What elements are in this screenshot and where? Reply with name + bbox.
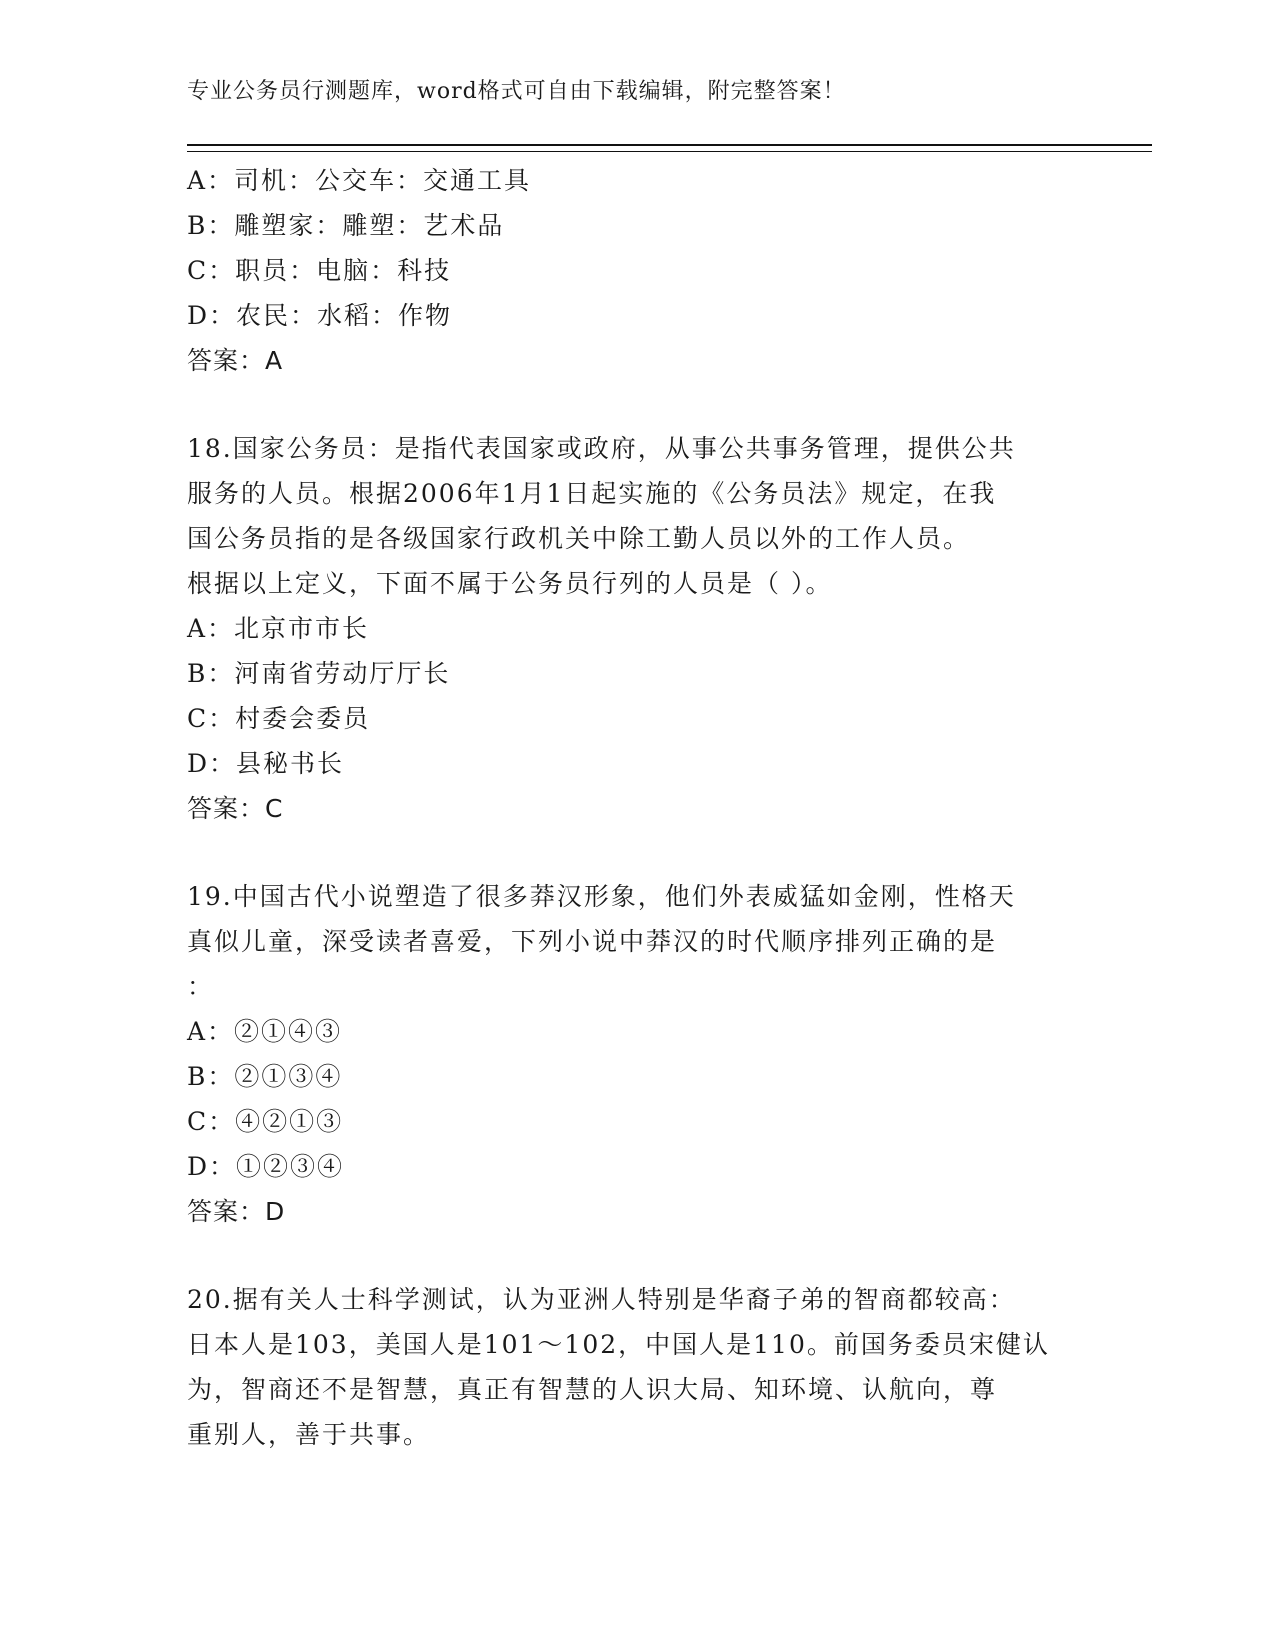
question-text-line: 19.中国古代小说塑造了很多莽汉形象，他们外表威猛如金刚，性格天	[187, 882, 1016, 911]
option-d: D：县秘书长	[187, 749, 345, 778]
option-c: C：④②①③	[187, 1107, 344, 1136]
header-divider	[187, 144, 1152, 152]
question-19	[187, 874, 1087, 1234]
question-text-line: 根据以上定义，下面不属于公务员行列的人员是（ ）。	[187, 569, 833, 598]
option-c: C：村委会委员	[187, 704, 371, 733]
option-b: B：雕塑家：雕塑：艺术品	[187, 211, 505, 240]
prev-question-options	[187, 158, 1087, 383]
question-text-line: 18.国家公务员：是指代表国家或政府，从事公共事务管理，提供公共	[187, 434, 1016, 463]
question-text-line: ：	[187, 972, 215, 1001]
option-d: D：农民：水稻：作物	[187, 301, 453, 330]
question-text-line: 日本人是103，美国人是101～102，中国人是110。前国务委员宋健认	[187, 1330, 1050, 1359]
question-18	[187, 426, 1087, 831]
option-a: A：②①④③	[187, 1017, 343, 1046]
question-text-line: 重别人，善于共事。	[187, 1420, 431, 1449]
question-text-line: 真似儿童，深受读者喜爱，下列小说中莽汉的时代顺序排列正确的是	[187, 927, 998, 956]
page-header: 专业公务员行测题库，word格式可自由下载编辑，附完整答案！	[187, 79, 846, 104]
question-text-line: 服务的人员。根据2006年1月1日起实施的《公务员法》规定，在我	[187, 479, 997, 508]
question-text-line: 国公务员指的是各级国家行政机关中除工勤人员以外的工作人员。	[187, 524, 971, 553]
option-d: D：①②③④	[187, 1152, 345, 1181]
option-b: B：②①③④	[187, 1062, 343, 1091]
answer-label: 答案：D	[187, 1197, 286, 1226]
answer-label: 答案：C	[187, 794, 284, 823]
option-b: B：河南省劳动厅厅长	[187, 659, 451, 688]
option-c: C：职员：电脑：科技	[187, 256, 452, 285]
question-20	[187, 1277, 1087, 1457]
question-text-line: 20.据有关人士科学测试，认为亚洲人特别是华裔子弟的智商都较高：	[187, 1285, 1016, 1314]
option-a: A：司机：公交车：交通工具	[187, 166, 532, 195]
answer-label: 答案：A	[187, 346, 284, 375]
question-text-line: 为，智商还不是智慧，真正有智慧的人识大局、知环境、认航向，尊	[187, 1375, 998, 1404]
option-a: A：北京市市长	[187, 614, 370, 643]
question-content	[187, 158, 1087, 1457]
